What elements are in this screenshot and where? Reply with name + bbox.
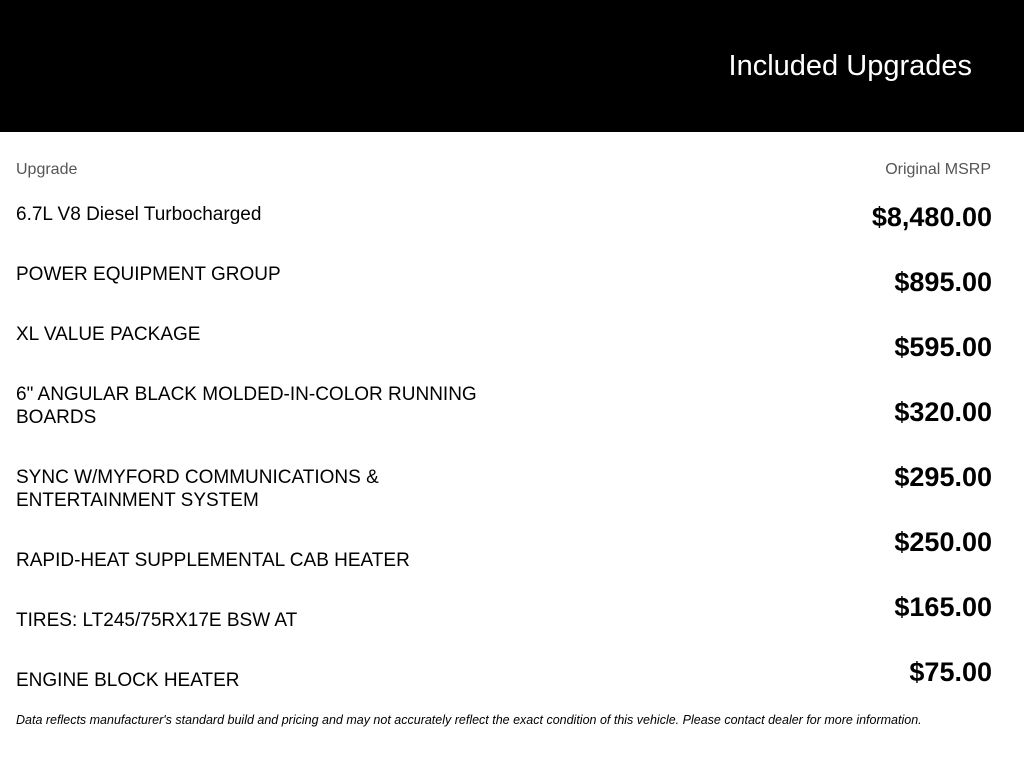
- upgrade-name: XL VALUE PACKAGE: [16, 324, 201, 345]
- upgrade-price: $75.00: [909, 657, 992, 687]
- column-header-msrp: Original MSRP: [885, 161, 991, 178]
- upgrade-name: 6.7L V8 Diesel Turbocharged: [16, 204, 262, 225]
- upgrade-price: $295.00: [894, 462, 992, 492]
- upgrade-price: $8,480.00: [871, 202, 992, 232]
- upgrade-price: $165.00: [894, 592, 992, 622]
- page-title: Included Upgrades: [728, 50, 972, 82]
- upgrade-name: ENGINE BLOCK HEATER: [16, 670, 240, 691]
- column-header-upgrade: Upgrade: [16, 161, 78, 178]
- upgrade-name: POWER EQUIPMENT GROUP: [16, 264, 281, 285]
- header-bar: [0, 0, 1024, 132]
- upgrade-name: 6" ANGULAR BLACK MOLDED-IN-COLOR RUNNING BOARDS: [16, 384, 477, 428]
- upgrade-price: $250.00: [894, 527, 992, 557]
- upgrade-price: $595.00: [894, 332, 992, 362]
- upgrade-name: RAPID-HEAT SUPPLEMENTAL CAB HEATER: [16, 550, 410, 571]
- upgrade-price: $320.00: [894, 397, 992, 427]
- upgrade-name: SYNC W/MYFORD COMMUNICATIONS & ENTERTAINMENT SYSTEM: [16, 467, 379, 511]
- upgrade-price: $895.00: [894, 267, 992, 297]
- upgrade-name: TIRES: LT245/75RX17E BSW AT: [16, 610, 298, 631]
- disclaimer-text: Data reflects manufacturer's standard build and pricing and may not accurately reflect the exact condition of this vehicle. Please contact dealer for more information.: [16, 713, 922, 727]
